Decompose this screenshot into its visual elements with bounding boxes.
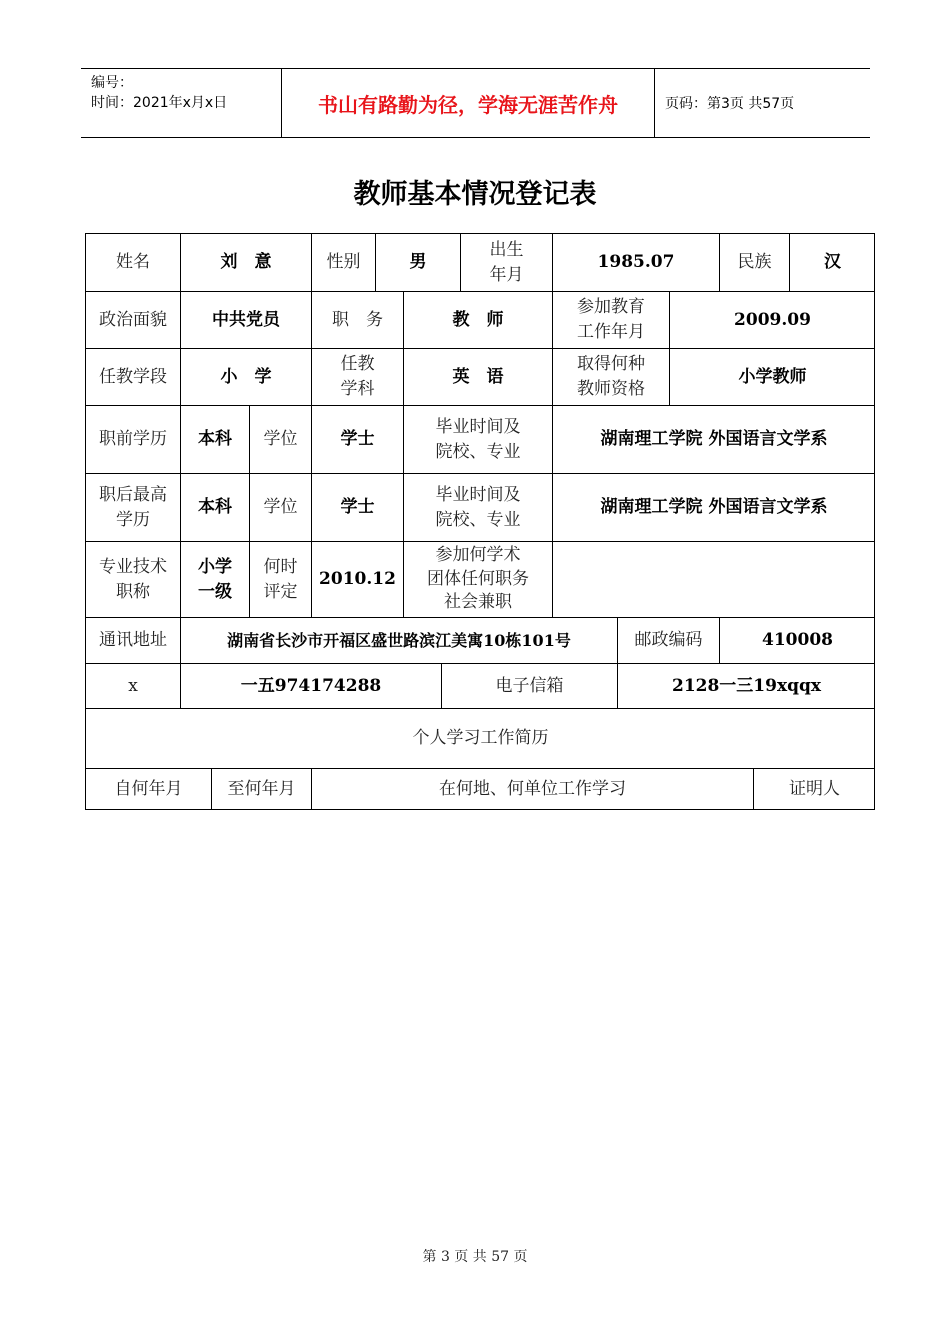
qualification-value: 小学教师	[669, 348, 875, 405]
ethnicity-value: 汉	[789, 233, 875, 291]
subject-label: 任教 学科	[311, 348, 403, 405]
postcode-value: 410008	[719, 617, 875, 663]
pre-grad-value: 湖南理工学院 外国语言文学系	[552, 405, 875, 473]
gender-label: 性别	[311, 233, 375, 291]
email-value: 2128一三19xqqx	[617, 663, 875, 708]
post-grad-label: 毕业时间及 院校、专业	[403, 473, 552, 541]
name-value: 刘 意	[180, 233, 311, 291]
resume-to-header: 至何年月	[211, 768, 311, 810]
rated-label: 何时 评定	[249, 541, 311, 617]
pre-degree-value: 学士	[311, 405, 403, 473]
position-label: 职 务	[311, 291, 403, 348]
stage-value: 小 学	[180, 348, 311, 405]
page-footer: 第 3 页 共 57 页	[422, 1249, 528, 1265]
stage-label: 任教学段	[85, 348, 180, 405]
post-edu-label: 职后最高 学历	[85, 473, 180, 541]
resume-from-header: 自何年月	[85, 768, 211, 810]
post-edu-value: 本科	[180, 473, 249, 541]
birth-label: 出生 年月	[460, 233, 552, 291]
rated-value: 2010.12	[311, 541, 403, 617]
phone-value: 一五974174288	[180, 663, 441, 708]
political-label: 政治面貌	[85, 291, 180, 348]
ethnicity-label: 民族	[719, 233, 789, 291]
post-degree-value: 学士	[311, 473, 403, 541]
address-label: 通讯地址	[85, 617, 180, 663]
academic-value	[552, 541, 875, 617]
phone-label: x	[85, 663, 180, 708]
pre-edu-label: 职前学历	[85, 405, 180, 473]
qualification-label: 取得何种 教师资格	[552, 348, 669, 405]
pre-degree-label: 学位	[249, 405, 311, 473]
resume-witness-header: 证明人	[753, 768, 875, 810]
position-value: 教 师	[403, 291, 552, 348]
birth-value: 1985.07	[552, 233, 719, 291]
resume-where-header: 在何地、何单位工作学习	[311, 768, 753, 810]
work-start-label: 参加教育 工作年月	[552, 291, 669, 348]
header-meta	[81, 69, 282, 137]
title-rank-value: 小学 一级	[180, 541, 249, 617]
header-number: 编号：	[91, 75, 133, 91]
name-label: 姓名	[85, 233, 180, 291]
header-slogan: 书山有路勤为径，学海无涯苦作舟	[282, 69, 655, 137]
pre-grad-label: 毕业时间及 院校、专业	[403, 405, 552, 473]
academic-label: 参加何学术 团体任何职务 社会兼职	[403, 541, 552, 617]
postcode-label: 邮政编码	[617, 617, 719, 663]
gender-value: 男	[375, 233, 460, 291]
address-value: 湖南省长沙市开福区盛世路滨江美寓10栋101号	[180, 617, 617, 663]
political-value: 中共党员	[180, 291, 311, 348]
form-title: 教师基本情况登记表	[353, 179, 597, 210]
post-degree-label: 学位	[249, 473, 311, 541]
email-label: 电子信箱	[441, 663, 617, 708]
header-page-info: 页码：第3页 共57页	[665, 96, 795, 112]
title-rank-label: 专业技术 职称	[85, 541, 180, 617]
subject-value: 英 语	[403, 348, 552, 405]
pre-edu-value: 本科	[180, 405, 249, 473]
page-header	[81, 68, 870, 138]
post-grad-value: 湖南理工学院 外国语言文学系	[552, 473, 875, 541]
work-start-value: 2009.09	[669, 291, 875, 348]
header-date: 时间：2021年x月x日	[91, 95, 228, 111]
resume-section-title: 个人学习工作简历	[85, 708, 875, 768]
